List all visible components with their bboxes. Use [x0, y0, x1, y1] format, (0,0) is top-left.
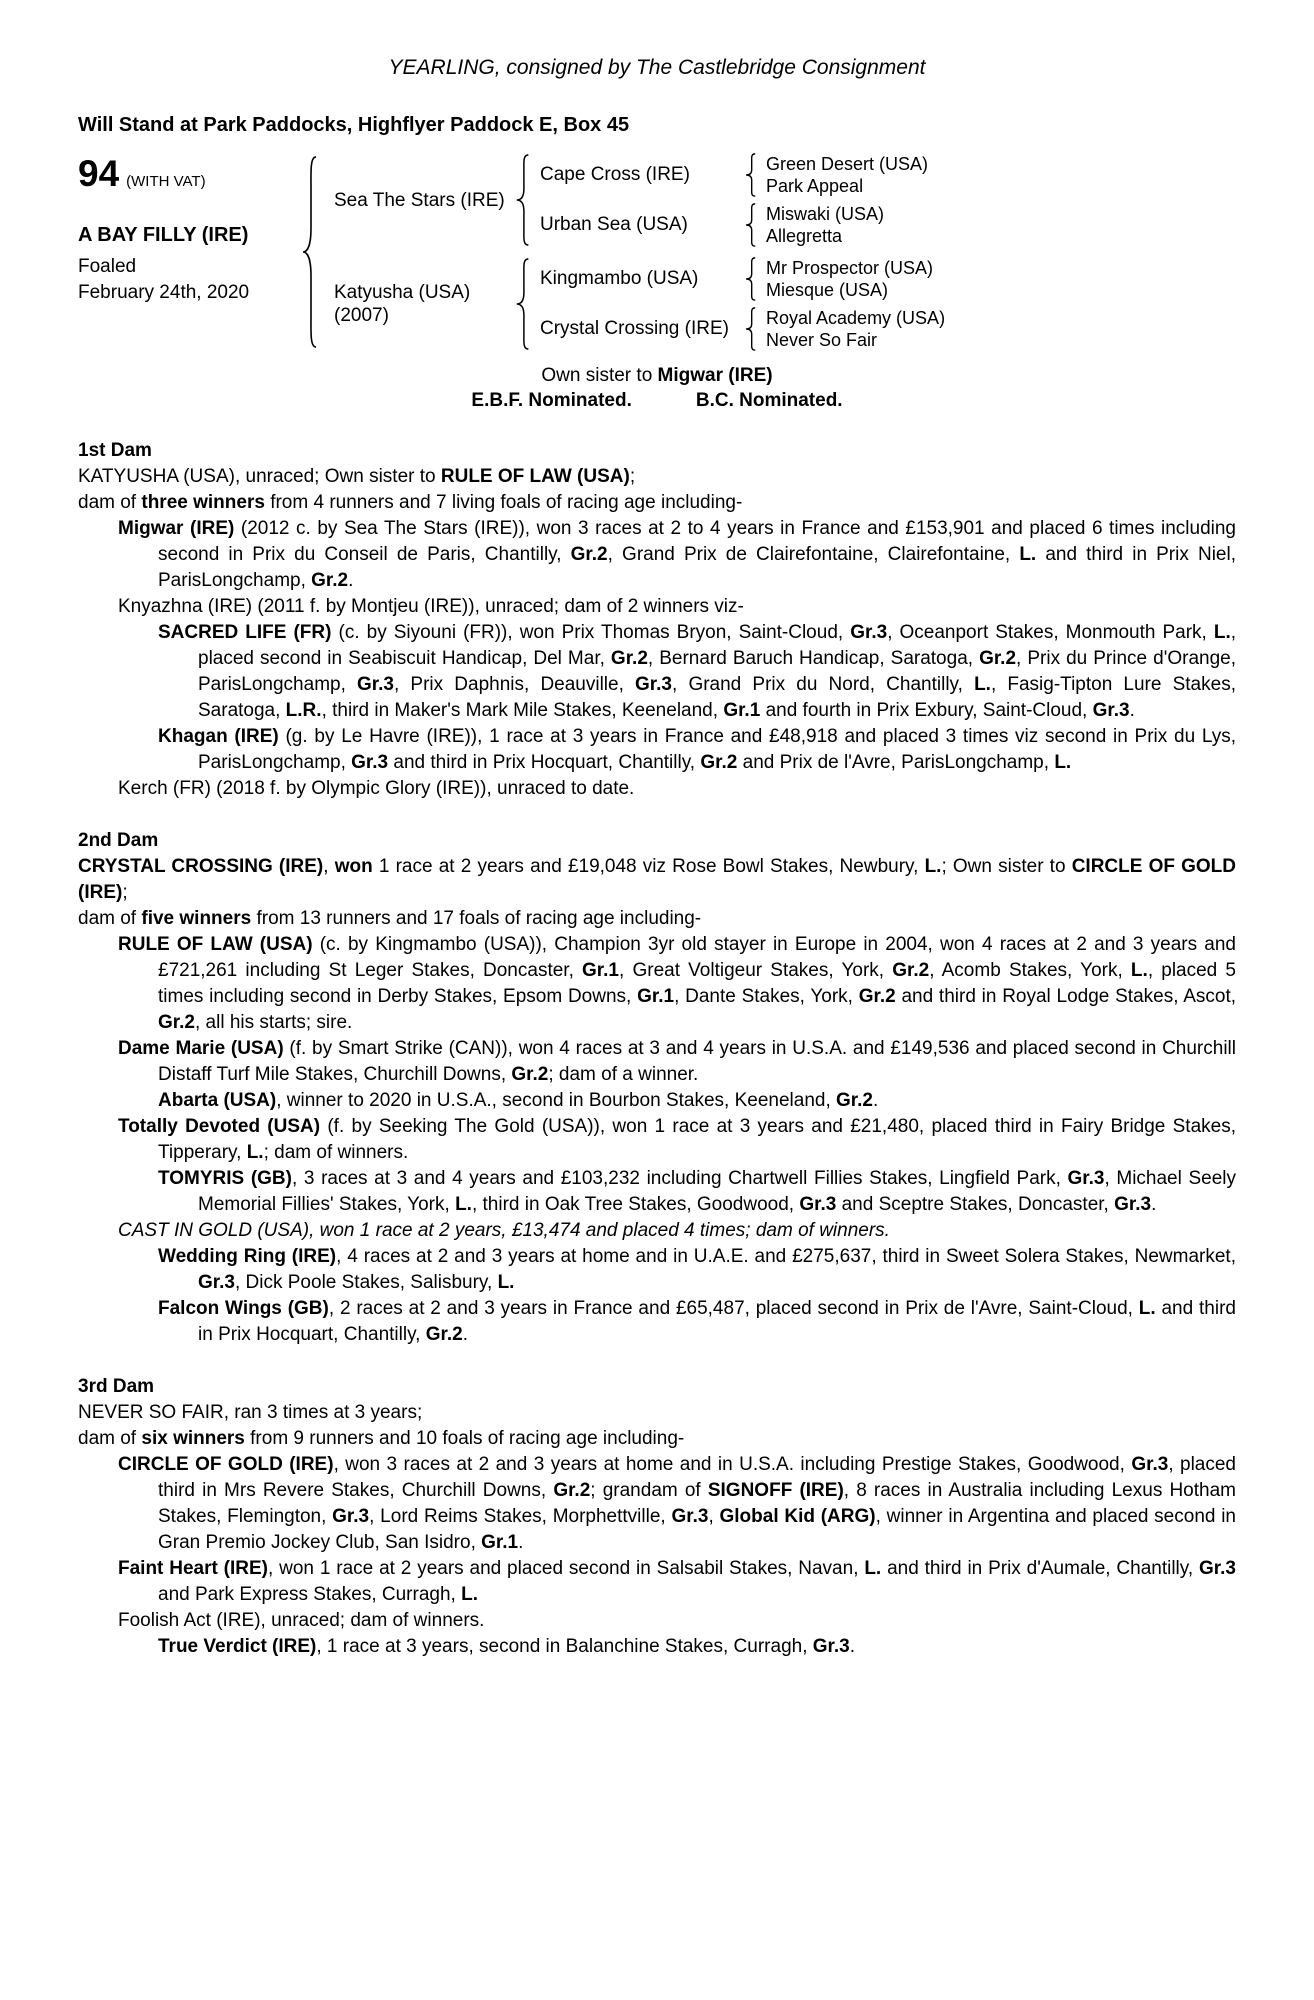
text-segment: Gr.3 [332, 1506, 370, 1527]
text-segment: Gr.3 [1199, 1558, 1236, 1579]
dam-name: Katyusha (USA) [334, 282, 471, 303]
pedigree-paragraph [78, 1608, 1236, 1634]
text-segment: won [334, 856, 373, 877]
consignment-title: YEARLING, consigned by The Castlebridge Consignment [388, 56, 926, 79]
text-segment: ; [122, 882, 128, 903]
pedigree-paragraph [78, 516, 1236, 594]
text-segment: , Dick Poole Stakes, Salisbury, [234, 1272, 498, 1293]
pedigree-table [78, 153, 1236, 351]
text-segment: and Sceptre Stakes, Doncaster, [836, 1194, 1115, 1215]
text-segment: L. [924, 856, 942, 877]
foaled-label: Foaled [78, 256, 137, 277]
text-segment: and Prix de l'Avre, ParisLongchamp, [737, 752, 1055, 773]
sire-sire-dam-name: Park Appeal [766, 176, 864, 196]
text-segment: Gr.3 [812, 1636, 850, 1657]
pedigree-paragraph [78, 1556, 1236, 1608]
pedigree-paragraph [78, 932, 1236, 1036]
text-segment: , 4 races at 2 and 3 years at home and in U.A.E. and £275,637, third in Sweet Solera Stakes, Newmarket, [336, 1246, 1236, 1267]
text-segment: Foolish Act (IRE), unraced; dam of winners. [118, 1610, 485, 1631]
text-segment: Gr.2 [610, 648, 648, 669]
text-segment: Totally Devoted (USA) [118, 1116, 321, 1137]
text-segment: , won 3 races at 2 and 3 years at home and in U.S.A. including Prestige Stakes, Goodwood, [333, 1454, 1132, 1475]
text-segment: Gr.2 [425, 1324, 463, 1345]
text-segment: Gr.2 [892, 960, 930, 981]
text-segment: L. [864, 1558, 882, 1579]
text-segment: and third in Prix d'Aumale, Chantilly, [881, 1558, 1199, 1579]
text-segment: six winners [141, 1428, 245, 1449]
text-segment: and third in Prix Hocquart, Chantilly, [198, 1298, 1236, 1345]
pedigree-brace-icon [514, 153, 532, 247]
text-segment: and Park Express Stakes, Curragh, [158, 1584, 462, 1605]
pedigree-brace-icon [744, 203, 758, 247]
text-segment: L.R. [285, 700, 322, 721]
text-segment: , [708, 1506, 720, 1527]
text-segment: , Prix du Prince d'Orange, ParisLongchamp, [198, 648, 1236, 695]
text-segment: . [518, 1532, 524, 1553]
text-segment: (c. by Kingmambo (USA)), Champion 3yr old stayer in Europe in 2004, won 4 races at 2 and 3 years and £721,261 including St Leger Stakes, Doncaster, [158, 934, 1236, 981]
dam-sire-row [540, 257, 1236, 301]
pedigree-paragraph [78, 594, 1236, 620]
text-segment: Gr.3 [357, 674, 394, 695]
text-segment: Gr.2 [511, 1064, 549, 1085]
text-segment: (g. by Le Havre (IRE)), 1 race at 3 years in France and £48,918 and placed 3 times viz second in Prix du Lys, ParisLongchamp, [198, 726, 1237, 773]
pedigree-paragraph [78, 1166, 1236, 1218]
dam-section-heading: 3rd Dam [78, 1376, 155, 1397]
text-segment: Abarta (USA) [158, 1090, 277, 1111]
sire-gen2-stack [532, 153, 1236, 247]
text-segment: ; [629, 466, 636, 487]
text-segment: Gr.3 [1067, 1168, 1105, 1189]
sire-sire-row [540, 153, 1236, 197]
text-segment: Knyazhna (IRE) (2011 f. by Montjeu (IRE)), unraced; dam of 2 winners viz- [118, 596, 744, 617]
text-segment: Gr.3 [799, 1194, 837, 1215]
sire-dam-row [540, 203, 1236, 247]
text-segment: ; dam of winners. [263, 1142, 409, 1163]
ebf-nominated: E.B.F. Nominated. [471, 390, 632, 411]
text-segment: , placed second in Seabiscuit Handicap, Del Mar, [198, 622, 1237, 669]
text-segment: , third in Oak Tree Stakes, Goodwood, [471, 1194, 800, 1215]
text-segment: , winner in Argentina and placed second in Gran Premio Jockey Club, San Isidro, [158, 1506, 1237, 1553]
text-segment: and third in Royal Lodge Stakes, Ascot, [895, 986, 1237, 1007]
bc-nominated: B.C. Nominated. [695, 390, 843, 411]
dam-dam-name: Crystal Crossing (IRE) [540, 318, 729, 339]
text-segment: L. [1138, 1298, 1156, 1319]
text-segment: Gr.2 [700, 752, 738, 773]
text-segment: , 8 races in Australia including Lexus Hotham Stakes, Flemington, [158, 1480, 1236, 1527]
text-segment: Wedding Ring (IRE) [158, 1246, 337, 1267]
text-segment: and third in Prix Hocquart, Chantilly, [388, 752, 701, 773]
dam-sire-sire-name: Mr Prospector (USA) [766, 258, 934, 278]
dam-sire-dam-name: Miesque (USA) [766, 280, 889, 300]
text-segment: 1 race at 2 years and £19,048 viz Rose Bowl Stakes, Newbury, [372, 856, 925, 877]
text-segment: , 3 races at 3 and 4 years and £103,232 including Chartwell Fillies Stakes, Lingfield Park, [292, 1168, 1068, 1189]
text-segment: L. [1213, 622, 1231, 643]
text-segment: and third in Prix Niel, ParisLongchamp, [158, 544, 1236, 591]
text-segment: dam of [78, 1428, 142, 1449]
pedigree-paragraph [78, 1036, 1236, 1088]
text-segment: (f. by Smart Strike (CAN)), won 4 races at 3 and 4 years in U.S.A. and £149,536 and placed second in Churchill Distaff Turf Mile Stakes, Churchill Downs, [158, 1038, 1236, 1085]
text-segment: , third in Maker's Mark Mile Stakes, Keeneland, [321, 700, 724, 721]
text-segment: Gr.2 [858, 986, 896, 1007]
pedigree-paragraph [78, 854, 1236, 906]
sire-sire-parents [758, 153, 1236, 197]
text-segment: from 13 runners and 17 foals of racing age including- [251, 908, 702, 929]
sire-dam-name: Urban Sea (USA) [540, 214, 688, 235]
sire-dam-dam-name: Allegretta [766, 226, 843, 246]
text-segment: . [873, 1090, 879, 1111]
text-segment: five winners [141, 908, 252, 929]
text-segment: ; dam of a winner. [548, 1064, 699, 1085]
text-segment: CIRCLE OF GOLD (IRE) [78, 856, 1237, 903]
text-segment: . [462, 1324, 468, 1345]
text-segment: dam of [78, 908, 142, 929]
pedigree-brace-icon [744, 153, 758, 197]
dam-dam-sire-name: Royal Academy (USA) [766, 308, 946, 328]
text-segment: KATYUSHA (USA), unraced; Own sister to [78, 466, 441, 487]
text-segment: Gr.3 [635, 674, 673, 695]
horse-name: A BAY FILLY (IRE) [78, 224, 249, 246]
dam-sire-parents [758, 257, 1236, 301]
text-segment: (c. by Siyouni (FR)), won Prix Thomas Bryon, Saint-Cloud, [331, 622, 851, 643]
lot-number: 94 [78, 153, 120, 194]
text-segment: , Fasig-Tipton Lure Stakes, Saratoga, [198, 674, 1236, 721]
text-segment: Gr.2 [979, 648, 1017, 669]
text-segment: , placed third in Mrs Revere Stakes, Churchill Downs, [158, 1454, 1236, 1501]
dam-dam-dam-name: Never So Fair [766, 330, 878, 350]
pedigree-paragraph [78, 1218, 1236, 1244]
text-segment: , Lord Reims Stakes, Morphettville, [369, 1506, 672, 1527]
foaled-date: February 24th, 2020 [78, 282, 250, 303]
text-segment: CRYSTAL CROSSING (IRE) [78, 856, 324, 877]
pedigree-paragraph [78, 620, 1236, 724]
text-segment: L. [1054, 752, 1072, 773]
text-segment: CIRCLE OF GOLD (IRE) [118, 1454, 334, 1475]
text-segment: L. [455, 1194, 472, 1215]
text-segment: ; Own sister to [941, 856, 1072, 877]
text-segment: dam of [78, 492, 142, 513]
pedigree-tree [320, 153, 1236, 351]
text-segment: , won 1 race at 2 years and placed second in Salsabil Stakes, Navan, [268, 1558, 865, 1579]
text-segment: (f. by Seeking The Gold (USA)), won 1 race at 3 years and £21,480, placed third in Fairy Bridge Stakes, Tipperary, [158, 1116, 1237, 1163]
text-segment: , Acomb Stakes, York, [929, 960, 1131, 981]
text-segment: Gr.3 [1114, 1194, 1152, 1215]
text-segment: , [323, 856, 335, 877]
text-segment: , 1 race at 3 years, second in Balanchine Stakes, Curragh, [316, 1636, 813, 1657]
pedigree-brace-icon [300, 153, 320, 351]
vat-note: (WITH VAT) [126, 173, 206, 190]
sire-dam-parents [758, 203, 1236, 247]
text-segment: Gr.2 [311, 570, 349, 591]
text-segment: Gr.3 [671, 1506, 709, 1527]
pedigree-paragraph [78, 1114, 1236, 1166]
pedigree-paragraph [78, 1296, 1236, 1348]
pedigree-brace-icon [744, 257, 758, 301]
sire-branch [322, 153, 1236, 247]
text-segment: and fourth in Prix Exbury, Saint-Cloud, [760, 700, 1093, 721]
pedigree-paragraph [78, 1452, 1236, 1556]
text-segment: , Prix Daphnis, Deauville, [394, 674, 636, 695]
text-segment: Gr.1 [723, 700, 761, 721]
dam-sections [78, 438, 1236, 1660]
text-segment: Gr.3 [850, 622, 888, 643]
pedigree-paragraph [78, 490, 1236, 516]
text-segment: , Michael Seely Memorial Fillies' Stakes, York, [198, 1168, 1236, 1215]
text-segment: , Great Voltigeur Stakes, York, [619, 960, 893, 981]
text-segment: SACRED LIFE (FR) [158, 622, 332, 643]
text-segment: , won 1 race at 2 years, £13,474 and placed 4 times; dam of winners. [309, 1220, 890, 1241]
text-segment: Gr.3 [351, 752, 389, 773]
sire-sire-sire-name: Green Desert (USA) [766, 154, 929, 174]
pedigree-brace-icon [744, 307, 758, 351]
text-segment: , Dante Stakes, York, [674, 986, 859, 1007]
pedigree-brace-icon [514, 257, 532, 351]
text-segment: , Grand Prix du Nord, Chantilly, [672, 674, 975, 695]
pedigree-paragraph [78, 1400, 1236, 1426]
text-segment: . [849, 1636, 856, 1657]
stand-location: Will Stand at Park Paddocks, Highflyer Paddock E, Box 45 [78, 114, 630, 136]
text-segment: Faint Heart (IRE) [118, 1558, 268, 1579]
text-segment: Gr.1 [582, 960, 620, 981]
text-segment: three winners [141, 492, 265, 513]
pedigree-paragraph [78, 1426, 1236, 1452]
text-segment: Khagan (IRE) [158, 726, 279, 747]
text-segment: Kerch (FR) (2018 f. by Olympic Glory (IRE)), unraced to date. [118, 778, 635, 799]
text-segment: from 9 runners and 10 foals of racing age including- [244, 1428, 685, 1449]
pedigree-paragraph [78, 1244, 1236, 1296]
text-segment: L. [974, 674, 991, 695]
text-segment: NEVER SO FAIR, ran 3 times at 3 years; [78, 1402, 423, 1423]
text-segment: (2012 c. by Sea The Stars (IRE)), won 3 races at 2 to 4 years in France and £153,901 and placed 6 times including second in Prix du Conseil de Paris, Chantilly, [158, 518, 1236, 565]
text-segment: SIGNOFF (IRE) [707, 1480, 844, 1501]
text-segment: TOMYRIS (GB) [158, 1168, 292, 1189]
dam-branch [322, 257, 1236, 351]
text-segment: Migwar (IRE) [118, 518, 235, 539]
text-segment: L. [1130, 960, 1148, 981]
text-segment: Gr.2 [836, 1090, 874, 1111]
text-segment: . [348, 570, 354, 591]
dam-dam-row [540, 307, 1236, 351]
text-segment: RULE OF LAW (USA) [118, 934, 313, 955]
lot-info-column [78, 153, 300, 351]
text-segment: CAST IN GOLD (USA) [118, 1220, 310, 1241]
pedigree-paragraph [78, 776, 1236, 802]
text-segment: , Oceanport Stakes, Monmouth Park, [887, 622, 1214, 643]
text-segment: Gr.2 [570, 544, 608, 565]
text-segment: L. [461, 1584, 478, 1605]
nomination-note [78, 390, 1236, 412]
text-segment: Migwar (IRE) [657, 365, 773, 386]
text-segment: . [1151, 1194, 1157, 1215]
dam-sire-name: Kingmambo (USA) [540, 268, 699, 289]
text-segment: Gr.2 [553, 1480, 591, 1501]
text-segment: RULE OF LAW (USA) [440, 466, 630, 487]
text-segment: ; grandam of [590, 1480, 708, 1501]
sire-sire-name: Cape Cross (IRE) [540, 164, 690, 185]
text-segment: Global Kid (ARG) [719, 1506, 876, 1527]
text-segment: L. [246, 1142, 264, 1163]
text-segment: Gr.1 [637, 986, 675, 1007]
text-segment: True Verdict (IRE) [158, 1636, 317, 1657]
text-segment: , 2 races at 2 and 3 years in France and £65,487, placed second in Prix de l'Avre, Saint-Cloud, [328, 1298, 1139, 1319]
text-segment: . [1129, 700, 1135, 721]
pedigree-paragraph [78, 906, 1236, 932]
dam-section-heading: 2nd Dam [78, 830, 159, 851]
pedigree-paragraph [78, 464, 1236, 490]
text-segment: from 4 runners and 7 living foals of racing age including- [264, 492, 743, 513]
sire-dam-sire-name: Miswaki (USA) [766, 204, 885, 224]
text-segment: Own sister to [541, 365, 658, 386]
text-segment: Gr.1 [481, 1532, 519, 1553]
text-segment: Dame Marie (USA) [118, 1038, 284, 1059]
dam-section-heading: 1st Dam [78, 440, 152, 461]
text-segment: Gr.3 [1131, 1454, 1169, 1475]
text-segment: , Bernard Baruch Handicap, Saratoga, [647, 648, 980, 669]
own-sister-note [78, 365, 1236, 387]
text-segment: Gr.3 [198, 1272, 235, 1293]
text-segment: Gr.3 [1092, 700, 1130, 721]
dam-dam-parents [758, 307, 1236, 351]
sire-name: Sea The Stars (IRE) [334, 189, 505, 211]
text-segment: , placed 5 times including second in Derby Stakes, Epsom Downs, [158, 960, 1236, 1007]
dam-name-block [322, 281, 514, 327]
dam-gen2-stack [532, 257, 1236, 351]
pedigree-paragraph [78, 724, 1236, 776]
text-segment: , winner to 2020 in U.S.A., second in Bourbon Stakes, Keeneland, [276, 1090, 837, 1111]
text-segment: L. [497, 1272, 515, 1293]
pedigree-paragraph [78, 1634, 1236, 1660]
text-segment: , Grand Prix de Clairefontaine, Clairefontaine, [607, 544, 1020, 565]
dam-year: (2007) [334, 305, 389, 326]
text-segment: , all his starts; sire. [194, 1012, 353, 1033]
text-segment: L. [1019, 544, 1037, 565]
text-segment: Falcon Wings (GB) [158, 1298, 329, 1319]
pedigree-paragraph [78, 1088, 1236, 1114]
lot-line [78, 155, 300, 192]
text-segment: Gr.2 [158, 1012, 195, 1033]
